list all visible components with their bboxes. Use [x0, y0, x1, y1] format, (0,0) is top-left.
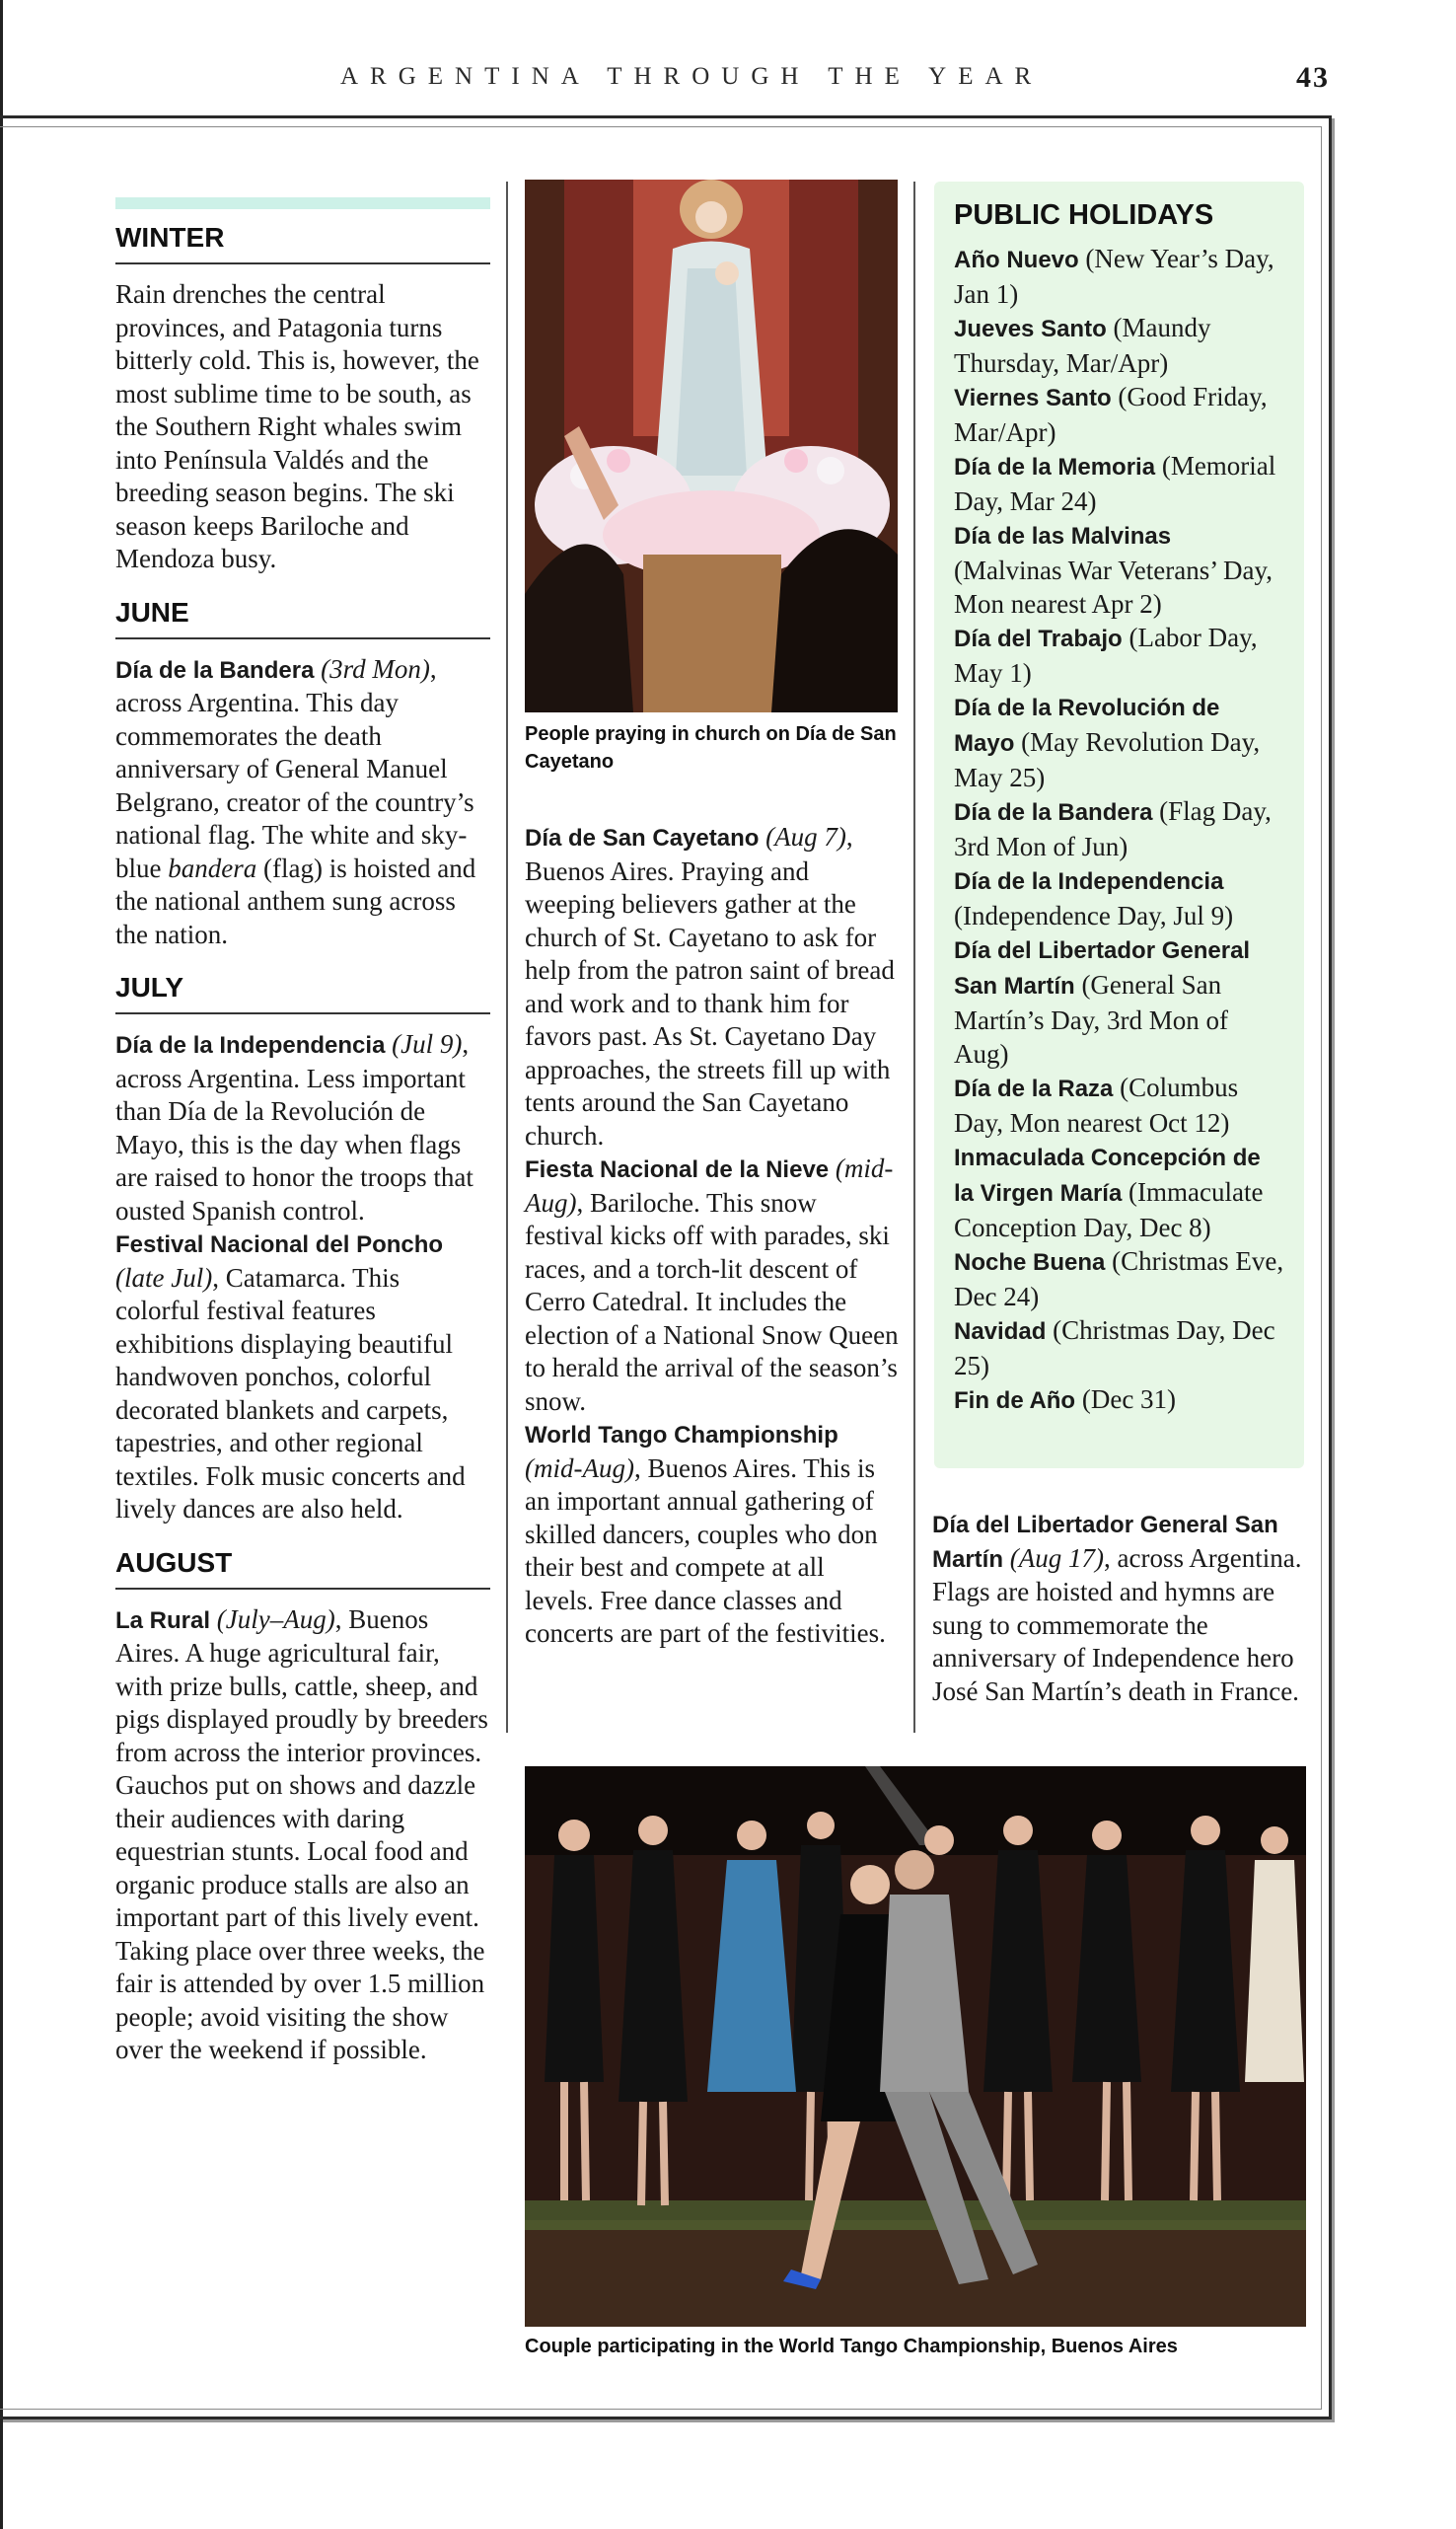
event-text: , Buenos Aires. This is an important annual gathering of skilled dancers, couples who don their best and compete at all levels. Free dance classes and concerts are part of the festivities.: [525, 1452, 886, 1648]
holiday-name: Día del Libertador General San Martín: [954, 937, 1251, 1000]
church-photo: [525, 180, 898, 712]
holiday-detail: (Christmas Eve, Dec 24): [954, 1246, 1284, 1311]
column-3: [932, 1508, 1307, 1708]
event-date: (mid-Aug): [525, 1452, 634, 1483]
holiday-name: Inmaculada Concepción de la Virgen María: [954, 1145, 1261, 1207]
holiday-detail: (Good Friday, Mar/Apr): [954, 382, 1268, 447]
section-august: [115, 1548, 490, 2067]
column-rule: [913, 182, 915, 1733]
holiday-item: [954, 311, 1284, 380]
holiday-detail: (Dec 31): [1075, 1384, 1177, 1414]
event-date: (Aug 17): [1009, 1542, 1104, 1573]
holiday-item: [954, 242, 1284, 311]
event-text-italic: bandera: [168, 853, 257, 883]
event-date: (mid-Aug): [525, 1153, 894, 1218]
holiday-name: Día de la Raza: [954, 1076, 1114, 1102]
running-head: ARGENTINA THROUGH THE YEAR: [340, 63, 1044, 90]
holiday-name: Jueves Santo: [954, 316, 1107, 342]
tango-photo-caption: Couple participating in the World Tango Championship, Buenos Aires: [525, 2336, 1178, 2357]
tango-photo: [525, 1766, 1306, 2327]
holiday-detail: (Labor Day, May 1): [954, 623, 1258, 688]
holiday-item: [954, 1244, 1284, 1313]
holiday-name: Día de la Independencia: [954, 868, 1224, 895]
holiday-item: [954, 380, 1284, 449]
section-winter: [115, 223, 490, 576]
column-rule: [506, 182, 508, 1733]
holiday-detail: (Independence Day, Jul 9): [954, 901, 1234, 930]
holiday-item: [954, 1382, 1284, 1418]
event-date: (Aug 7): [765, 822, 846, 852]
event-date: (late Jul): [115, 1262, 213, 1293]
nieve-event: [525, 1153, 900, 1418]
holiday-item: [954, 863, 1284, 932]
holiday-item: [954, 932, 1284, 1071]
column-1: [115, 223, 490, 2089]
holiday-name: Día de la Revolución de Mayo: [954, 695, 1220, 757]
event-name: Día de San Cayetano: [525, 825, 760, 852]
event-name: Fiesta Nacional de la Nieve: [525, 1156, 830, 1183]
event-text: , across Argentina. This day commemorates the death anniversary of General Manuel Belgrano, creator of the country’s national flag. The white and sky-blue: [115, 653, 474, 883]
holiday-item: [954, 1071, 1284, 1140]
holiday-name: Día de la Bandera: [954, 799, 1153, 826]
holiday-detail: (New Year’s Day, Jan 1): [954, 244, 1274, 309]
section-june: [115, 598, 490, 952]
cayetano-event: [525, 821, 900, 1153]
event-text: , Catamarca. This colorful festival features exhibitions displaying beautiful handwoven ponchos, colorful decorated blankets and carpets, tapestries, and other regional textiles. Folk music concerts and lively dances are also held.: [115, 1262, 466, 1524]
august-text: [115, 1603, 490, 2067]
event-text: , Buenos Aires. Praying and weeping believers gather at the church of St. Cayetano to ask for help from the patron saint of bread and work and to thank him for favors past. As St. Cayetano Day approaches, the streets fill up with tents around the San Cayetano church.: [525, 822, 895, 1151]
holiday-detail: (Maundy Thursday, Mar/Apr): [954, 313, 1211, 378]
holiday-detail: (May Revolution Day, May 25): [954, 727, 1261, 792]
san-martin-event: [932, 1508, 1307, 1708]
tango-event: [525, 1418, 900, 1651]
june-heading: JUNE: [115, 598, 490, 639]
public-holidays-box: [934, 182, 1304, 1468]
winter-heading: WINTER: [115, 223, 490, 264]
june-text: [115, 653, 490, 952]
event-date: (3rd Mon): [321, 653, 430, 684]
holiday-name: Navidad: [954, 1318, 1047, 1345]
holiday-detail: (Christmas Day, Dec 25): [954, 1315, 1275, 1380]
event-date: (Jul 9): [392, 1029, 463, 1059]
july-event-1: [115, 1028, 490, 1227]
holiday-item: [954, 690, 1284, 794]
holiday-item: [954, 1140, 1284, 1244]
holiday-detail: (Flag Day, 3rd Mon of Jun): [954, 796, 1272, 861]
holiday-detail: (General San Martín’s Day, 3rd Mon of Aug): [954, 970, 1228, 1069]
holiday-item: [954, 794, 1284, 863]
church-photo-caption: People praying in church on Día de San Cayetano: [525, 723, 897, 773]
july-event-2: [115, 1227, 490, 1526]
event-date: (July–Aug): [216, 1603, 335, 1634]
accent-bar: [115, 197, 490, 209]
event-name: La Rural: [115, 1606, 211, 1634]
holiday-detail: (Malvinas War Veterans’ Day, Mon nearest Apr 2): [954, 556, 1273, 619]
event-name: Día del Libertador General San Martín: [932, 1512, 1278, 1573]
holiday-name: Día de las Malvinas: [954, 523, 1172, 550]
event-name: Día de la Independencia: [115, 1032, 386, 1059]
july-heading: JULY: [115, 973, 490, 1014]
august-heading: AUGUST: [115, 1548, 490, 1590]
holiday-name: Día de la Memoria: [954, 454, 1156, 481]
holiday-name: Fin de Año: [954, 1387, 1076, 1414]
public-holidays-title: PUBLIC HOLIDAYS: [954, 199, 1214, 231]
holiday-name: Viernes Santo: [954, 385, 1112, 411]
holiday-name: Año Nuevo: [954, 247, 1079, 273]
holiday-name: Día del Trabajo: [954, 626, 1123, 652]
page-number: 43: [1296, 61, 1330, 94]
holiday-name: Noche Buena: [954, 1249, 1106, 1276]
section-july: [115, 973, 490, 1526]
event-name: Día de la Bandera: [115, 656, 315, 684]
event-text: (flag) is hoisted and the national anthem sung across the nation.: [115, 853, 476, 949]
holiday-detail: (Memorial Day, Mar 24): [954, 451, 1276, 516]
event-text: , across Argentina. Less important than Día de la Revolución de Mayo, this is the day when flags are raised to honor the troops that ousted Spanish control.: [115, 1029, 473, 1226]
holiday-item: [954, 518, 1284, 621]
holiday-list: [954, 242, 1284, 1418]
holiday-detail: (Columbus Day, Mon nearest Oct 12): [954, 1073, 1239, 1138]
winter-text: Rain drenches the central provinces, and Patagonia turns bitterly cold. This is, however, the most sublime time to be south, as the Southern Right whales swim into Península Valdés and the breeding season begins. The ski season keeps Bariloche and Mendoza busy.: [115, 279, 479, 573]
event-text: , across Argentina. Flags are hoisted and hymns are sung to commemorate the anniversary of Independence hero José San Martín’s death in France.: [932, 1542, 1302, 1706]
holiday-item: [954, 621, 1284, 690]
event-name: World Tango Championship: [525, 1422, 838, 1449]
event-text: , Buenos Aires. A huge agricultural fair, with prize bulls, cattle, sheep, and pigs displayed proudly by breeders from across the interior provinces. Gauchos put on shows and dazzle their audiences with daring equestrian stunts. Local food and organic produce stalls are also an important part of this lively event. Taking place over three weeks, the fair is attended by over 1.5 million people; avoid visiting the show over the weekend if possible.: [115, 1603, 488, 2064]
holiday-item: [954, 449, 1284, 518]
holiday-item: [954, 1313, 1284, 1382]
event-name: Festival Nacional del Poncho: [115, 1231, 444, 1258]
event-text: , Bariloche. This snow festival kicks off with parades, ski races, and a torch-lit descent of Cerro Catedral. It includes the election of a National Snow Queen to herald the arrival of the season’s snow.: [525, 1187, 899, 1416]
column-2: [525, 821, 900, 1651]
holiday-detail: (Immaculate Conception Day, Dec 8): [954, 1177, 1264, 1242]
